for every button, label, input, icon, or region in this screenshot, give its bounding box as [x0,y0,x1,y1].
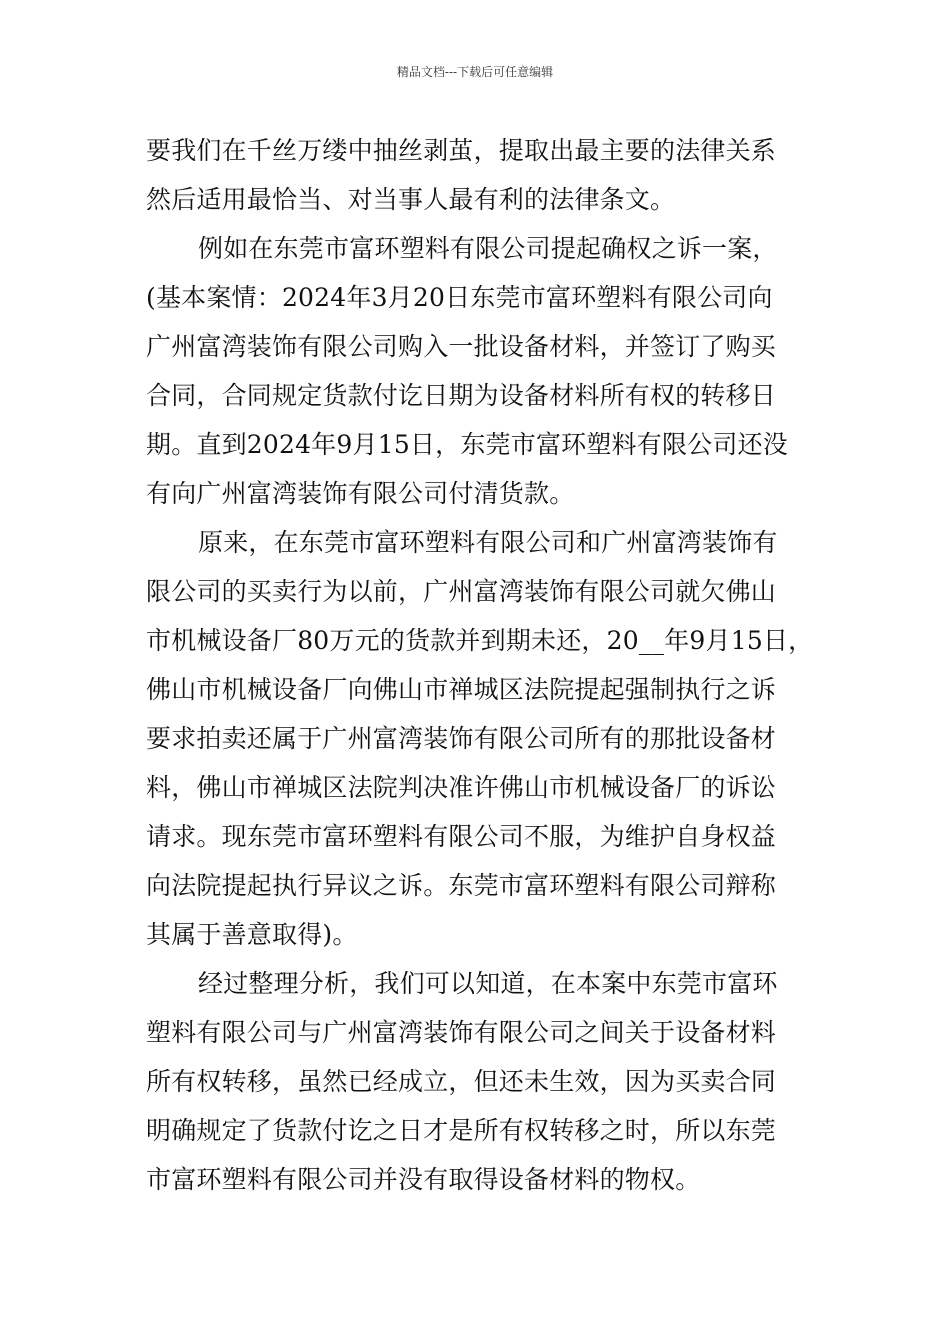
text-line: 要求拍卖还属于广州富湾装饰有限公司所有的那批设备材 [146,724,777,753]
text-line: 然后适用最恰当、对当事人最有利的法律条文。 [146,185,676,214]
text-line: 合同，合同规定货款付讫日期为设备材料所有权的转移日 [146,381,777,410]
text-line: 其属于善意取得)。 [146,920,358,949]
text-line: 市富环塑料有限公司并没有取得设备材料的物权。 [146,1165,701,1194]
document-body [146,126,826,1204]
text-line: 请求。现东莞市富环塑料有限公司不服，为维护自身权益 [146,822,777,851]
page-header: 精品文档---下载后可任意编辑 [396,65,554,79]
text-line: (基本案情：2024年3月20日东莞市富环塑料有限公司向 [146,283,773,312]
text-line: 明确规定了货款付讫之日才是所有权转移之时，所以东莞 [146,1116,777,1145]
text-line: 有向广州富湾装饰有限公司付清货款。 [146,479,575,508]
text-line: 限公司的买卖行为以前，广州富湾装饰有限公司就欠佛山 [146,577,777,606]
paragraph-first-line: 经过整理分析，我们可以知道，在本案中东莞市富环 [198,969,778,998]
paragraph-first-line: 原来，在东莞市富环塑料有限公司和广州富湾装饰有 [198,528,778,557]
text-line: 料，佛山市禅城区法院判决准许佛山市机械设备厂的诉讼 [146,773,777,802]
text-line: 佛山市机械设备厂向佛山市禅城区法院提起强制执行之诉 [146,675,777,704]
text-line: 塑料有限公司与广州富湾装饰有限公司之间关于设备材料 [146,1018,777,1047]
text-line: 期。直到2024年9月15日，东莞市富环塑料有限公司还没 [146,430,788,459]
text-line: 市机械设备厂80万元的货款并到期未还，20__年9月15日， [146,626,814,655]
paragraph-first-line: 例如在东莞市富环塑料有限公司提起确权之诉一案， [198,234,778,263]
text-line: 广州富湾装饰有限公司购入一批设备材料，并签订了购买 [146,332,777,361]
text-line: 向法院提起执行异议之诉。东莞市富环塑料有限公司辩称 [146,871,777,900]
text-line: 所有权转移，虽然已经成立，但还未生效，因为买卖合同 [146,1067,777,1096]
text-line: 要我们在千丝万缕中抽丝剥茧，提取出最主要的法律关系 [146,136,777,165]
